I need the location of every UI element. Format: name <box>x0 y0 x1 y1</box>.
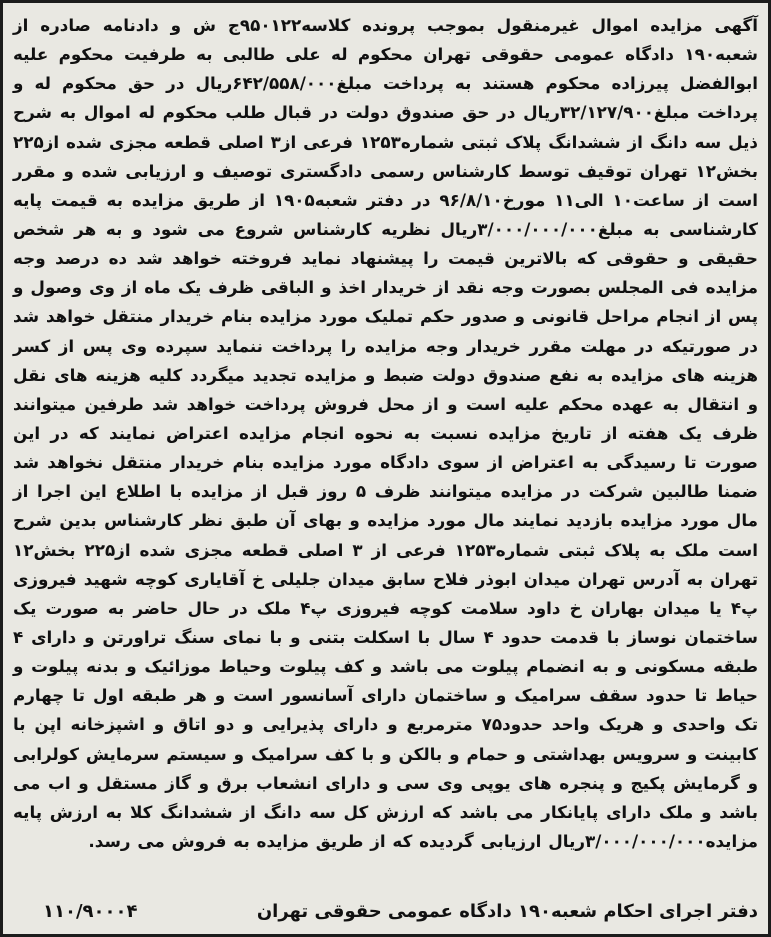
notice-reference-number: ۱۱۰/۹۰۰۰۴ <box>43 900 138 922</box>
notice-body-text: آگهی مزایده اموال غیرمنقول بموجب پرونده کلاسه۹۵۰۱۲۲ج ش و دادنامه صادره از شعبه۱۹۰ دادگاه عمومی حقوقی تهران محکوم له علی طالبی به طرفیت محکوم علیه ابوالفضل پیرزاده محکوم هستند به پرداخت مبلغ۶۴۲/۵۵۸/۰۰۰ریال در حق محکوم له و پرداخت مبلغ۳۲/۱۲۷/۹۰۰ریال در حق صندوق دولت در قبال طلب محکوم له اموال به شرح ذیل سه دانگ از ششدانگ پلاک ثبتی شماره۱۲۵۳ فرعی از۳ اصلی قطعه مجزی شده از۲۲۵ بخش۱۲ تهران توقیف توسط کارشناس رسمی دادگستری توصیف و ارزیابی شده و مقرر است از ساعت۱۰ الی۱۱ مورخ۹۶/۸/۱۰ در دفتر شعبه۱۹۰۵ از طریق مزایده به قیمت پایه کارشناسی به مبلغ۳/۰۰۰/۰۰۰/۰۰۰ریال نظریه کارشناس شروع می شود و به هر شخص حقیقی و حقوقی که بالاترین قیمت را پیشنهاد نماید فروخته خواهد شد ده درصد وجه مزایده فی المجلس بصورت وجه نقد از خریدار اخذ و الباقی ظرف یک ماه از وی وصول و پس از انجام مراحل قانونی و صدور حکم تملیک مورد مزایده بنام خریدار منتقل خواهد شد در صورتیکه در مهلت مقرر خریدار وجه مزایده را پرداخت ننماید سپرده وی پس از کسر هزینه های مزایده به نفع صندوق دولت ضبط و مزایده تجدید میگردد کلیه هزینه های نقل و انتقال به عهده محکم علیه است و از محل فروش پرداخت خواهد شد طرفین میتوانند ظرف یک هفته از تاریخ مزایده نسبت به نحوه انجام مزایده اعتراض نمایند که در این صورت تا رسیدگی به اعتراض از سوی دادگاه مورد مزایده بنام خریدار منتقل نخواهد شد ضمنا طالبین شرکت در مزایده میتوانند ظرف ۵ روز قبل از مزایده با اطلاع این اجرا از مال مورد مزایده بازدید نمایند مال مورد مزایده و بهای آن طبق نظر کارشناس بدین شرح است ملک به پلاک ثبتی شماره۱۲۵۳ فرعی از ۳ اصلی قطعه مجزی شده از۲۲۵ بخش۱۲ تهران به آدرس تهران میدان ابوذر فلاح سابق میدان جلیلی خ آقایاری کوچه شهید فیروزی پ۴ یا میدان بهاران خ داود سلامت کوچه فیروزی پ۴ ملک در حال حاضر به صورت یک ساختمان نوساز با قدمت حدود ۴ سال با اسکلت بتنی و با نمای سنگ تراورتن و دارای ۴ طبقه مسکونی و به انضمام پیلوت می باشد و کف پیلوت وحیاط موزائیک و بدنه پیلوت و حیاط تا حدود سقف سرامیک و ساختمان دارای آسانسور است و هر طبقه اول تا چهارم تک واحدی و هریک واحد حدود۷۵ مترمربع و دارای پذیرایی و دو اتاق و اشپزخانه اپن با کابینت و سرویس بهداشتی و حمام و بالکن و با کف سرامیک و سیستم سرمایش کولرابی و گرمایش پکیج و پنجره های یوپی وی سی و دارای انشعاب برق و گاز مستقل و اب می باشد و ملک دارای پایانکار می باشد که ارزش کل سه دانگ از ششدانگ کلا به ارزش پایه مزایده۳/۰۰۰/۰۰۰/۰۰۰ریال ارزیابی گردیده که از طریق مزایده به فروش می رسد. <box>13 15 759 851</box>
issuing-office-signature: دفتر اجرای احکام شعبه۱۹۰ دادگاه عمومی حقوقی تهران <box>256 900 758 922</box>
notice-footer <box>13 896 758 926</box>
